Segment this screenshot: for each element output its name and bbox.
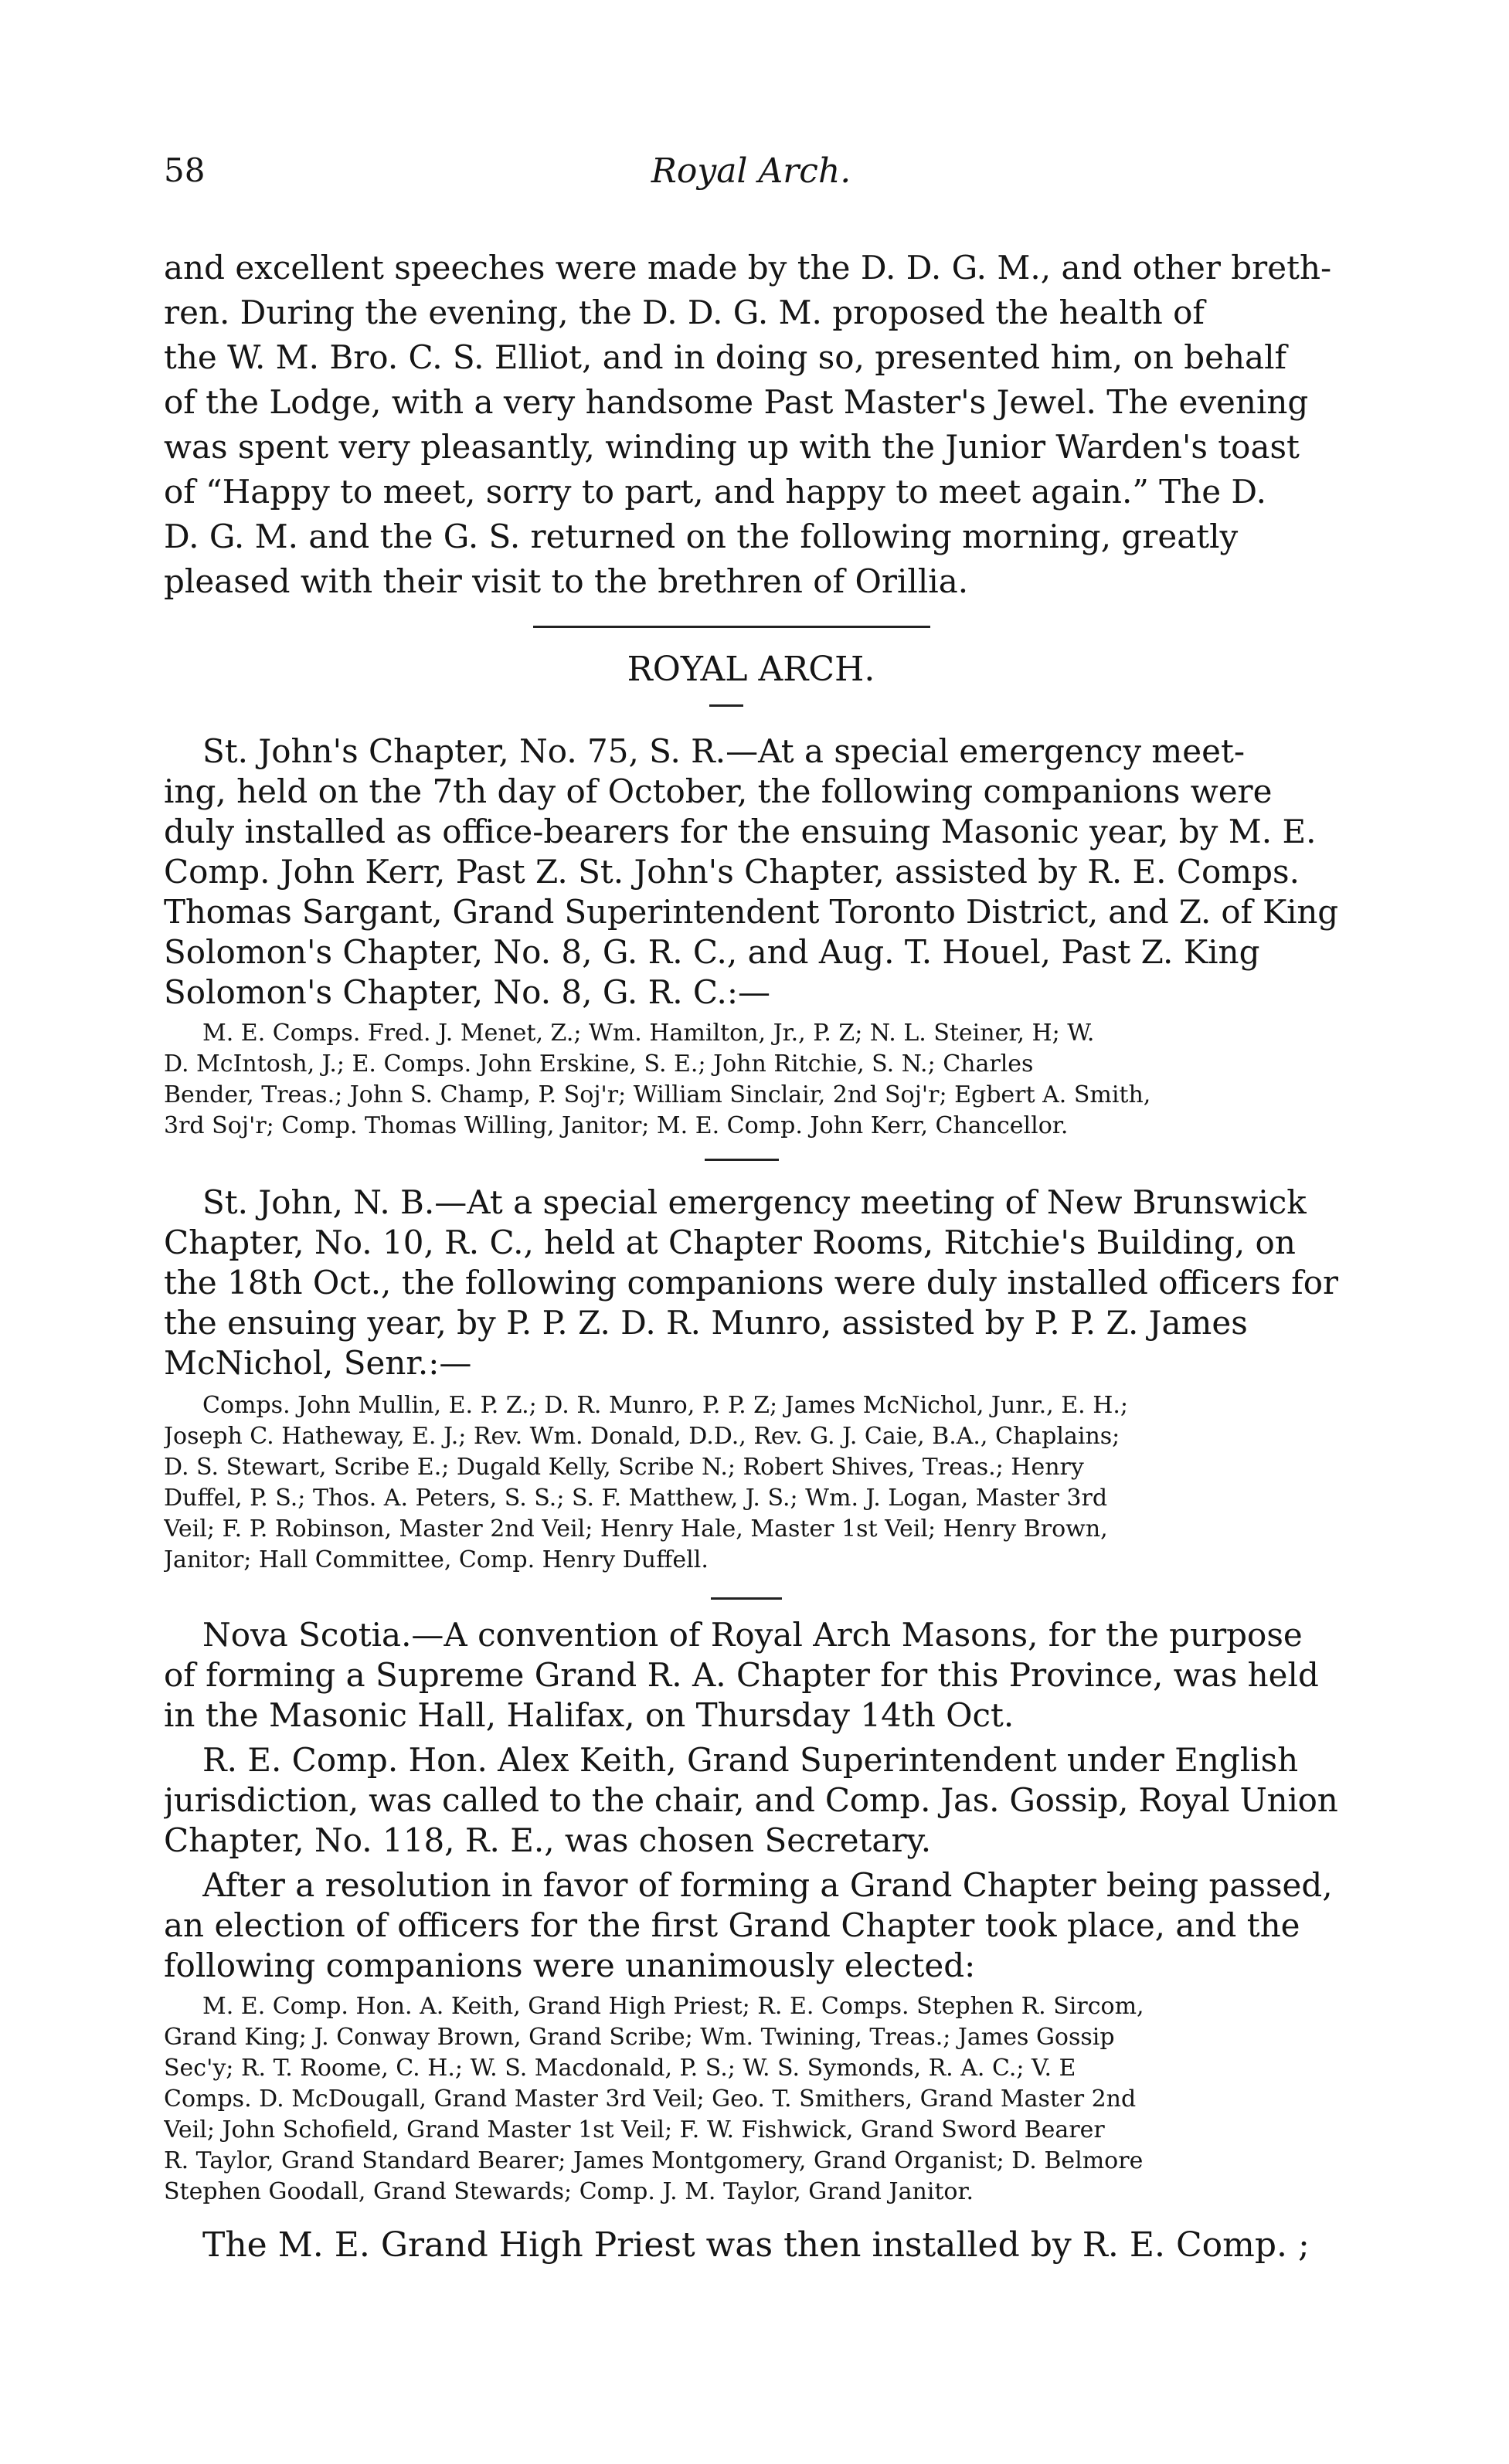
text-line: pleased with their visit to the brethren of Orillia. [164, 562, 969, 600]
text-line: R. E. Comp. Hon. Alex Keith, Grand Superintendent under English [202, 1741, 1299, 1779]
text-line: of “Happy to meet, sorry to part, and happy to meet again.” The D. [164, 473, 1266, 511]
officers-line: Veil; John Schofield, Grand Master 1st Veil; F. W. Fishwick, Grand Sword Bearer [164, 2116, 1105, 2143]
text-line: jurisdiction, was called to the chair, and Comp. Jas. Gossip, Royal Union [164, 1781, 1338, 1819]
officers-line: R. Taylor, Grand Standard Bearer; James Montgomery, Grand Organist; D. Belmore [164, 2147, 1144, 2174]
officers-line: Joseph C. Hatheway, E. J.; Rev. Wm. Donald, D.D., Rev. G. J. Caie, B.A., Chaplains; [164, 1423, 1120, 1450]
section-divider [711, 1597, 782, 1600]
text-line: was spent very pleasantly, winding up with the Junior Warden's toast [164, 428, 1300, 466]
text-line: and excellent speeches were made by the D. D. G. M., and other breth- [164, 249, 1332, 287]
text-line: the 18th Oct., the following companions were duly installed officers for [164, 1264, 1338, 1302]
text-line: Solomon's Chapter, No. 8, G. R. C., and Aug. T. Houel, Past Z. King [164, 933, 1260, 971]
text-line: in the Masonic Hall, Halifax, on Thursday 14th Oct. [164, 1696, 1014, 1734]
text-line: McNichol, Senr.:— [164, 1344, 472, 1382]
running-head: Royal Arch. [651, 151, 851, 191]
officers-line: Bender, Treas.; John S. Champ, P. Soj'r; William Sinclair, 2nd Soj'r; Egbert A. Smith, [164, 1081, 1151, 1108]
text-line: ren. During the evening, the D. D. G. M. proposed the health of [164, 294, 1205, 331]
section-divider [705, 1159, 779, 1161]
officers-line: D. S. Stewart, Scribe E.; Dugald Kelly, Scribe N.; Robert Shives, Treas.; Henry [164, 1454, 1084, 1481]
text-line: Chapter, No. 10, R. C., held at Chapter Rooms, Ritchie's Building, on [164, 1224, 1296, 1261]
officers-line: Comps. John Mullin, E. P. Z.; D. R. Munro, P. P. Z; James McNichol, Junr., E. H.; [202, 1392, 1129, 1419]
text-line: After a resolution in favor of forming a Grand Chapter being passed, [202, 1866, 1333, 1904]
text-line: Chapter, No. 118, R. E., was chosen Secretary. [164, 1821, 932, 1859]
text-line: ing, held on the 7th day of October, the following companions were [164, 772, 1273, 810]
text-line: Nova Scotia.—A convention of Royal Arch Masons, for the purpose [202, 1616, 1303, 1654]
officers-line: M. E. Comp. Hon. A. Keith, Grand High Priest; R. E. Comps. Stephen R. Sircom, [202, 1993, 1144, 2020]
text-line: Thomas Sargant, Grand Superintendent Toronto District, and Z. of King [164, 893, 1338, 931]
text-line: St. John, N. B.—At a special emergency meeting of New Brunswick [202, 1183, 1307, 1221]
page-header [164, 151, 1338, 205]
text-line: of forming a Supreme Grand R. A. Chapter for this Province, was held [164, 1656, 1319, 1694]
text-line: the ensuing year, by P. P. Z. D. R. Munro, assisted by P. P. Z. James [164, 1304, 1248, 1342]
officers-line: Comps. D. McDougall, Grand Master 3rd Veil; Geo. T. Smithers, Grand Master 2nd [164, 2086, 1137, 2113]
officers-line: Stephen Goodall, Grand Stewards; Comp. J. M. Taylor, Grand Janitor. [164, 2178, 974, 2205]
section-divider [533, 626, 930, 628]
officers-line: Duffel, P. S.; Thos. A. Peters, S. S.; S. F. Matthew, J. S.; Wm. J. Logan, Master 3rd [164, 1485, 1108, 1512]
officers-line: D. McIntosh, J.; E. Comps. John Erskine, S. E.; John Ritchie, S. N.; Charles [164, 1050, 1034, 1078]
officers-line: M. E. Comps. Fred. J. Menet, Z.; Wm. Hamilton, Jr., P. Z; N. L. Steiner, H; W. [202, 1020, 1095, 1047]
text-line: Solomon's Chapter, No. 8, G. R. C.:— [164, 973, 771, 1011]
officers-line: Janitor; Hall Committee, Comp. Henry Duffell. [164, 1546, 709, 1573]
officers-line: 3rd Soj'r; Comp. Thomas Willing, Janitor; M. E. Comp. John Kerr, Chancellor. [164, 1112, 1069, 1139]
text-line: an election of officers for the first Grand Chapter took place, and the [164, 1906, 1300, 1944]
text-line: D. G. M. and the G. S. returned on the following morning, greatly [164, 518, 1239, 555]
text-line: duly installed as office-bearers for the ensuing Masonic year, by M. E. [164, 813, 1317, 850]
officers-line: Sec'y; R. T. Roome, C. H.; W. S. Macdonald, P. S.; W. S. Symonds, R. A. C.; V. E [164, 2055, 1076, 2082]
heading-dash [709, 704, 743, 707]
text-line: the W. M. Bro. C. S. Elliot, and in doing so, presented him, on behalf [164, 338, 1287, 376]
text-line: of the Lodge, with a very handsome Past Master's Jewel. The evening [164, 383, 1309, 421]
section-heading: ROYAL ARCH. [627, 650, 875, 689]
page-number: 58 [164, 151, 206, 189]
closing-line: The M. E. Grand High Priest was then installed by R. E. Comp. ; [202, 2225, 1310, 2265]
text-line: Comp. John Kerr, Past Z. St. John's Chapter, assisted by R. E. Comps. [164, 853, 1300, 891]
text-line: following companions were unanimously elected: [164, 1946, 976, 1984]
officers-line: Grand King; J. Conway Brown, Grand Scribe; Wm. Twining, Treas.; James Gossip [164, 2024, 1115, 2051]
officers-line: Veil; F. P. Robinson, Master 2nd Veil; Henry Hale, Master 1st Veil; Henry Brown, [164, 1515, 1108, 1543]
text-line: St. John's Chapter, No. 75, S. R.—At a special emergency meet- [202, 732, 1246, 770]
